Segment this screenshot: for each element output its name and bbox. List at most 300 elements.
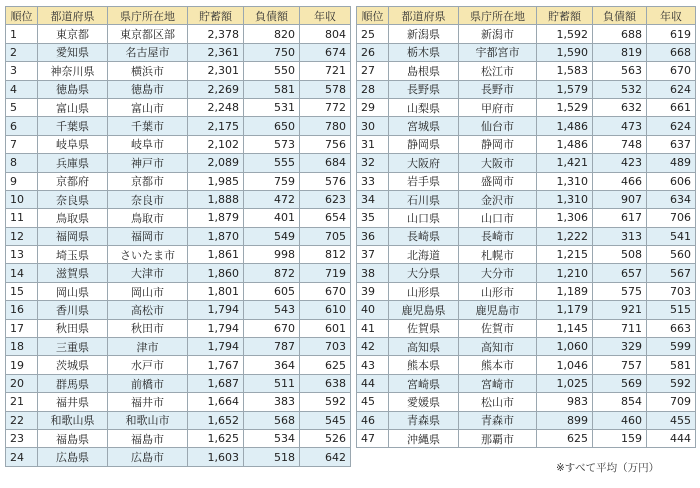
capital-cell: 福岡市 xyxy=(108,227,188,245)
capital-cell: 千葉市 xyxy=(108,117,188,135)
table-row xyxy=(6,393,351,411)
income-cell: 668 xyxy=(647,43,696,61)
income-cell: 706 xyxy=(647,209,696,227)
income-cell: 581 xyxy=(647,356,696,374)
income-cell: 756 xyxy=(300,135,351,153)
income-cell: 578 xyxy=(300,80,351,98)
savings-cell: 2,175 xyxy=(188,117,244,135)
table-row xyxy=(357,154,696,172)
header-prefecture: 都道府県 xyxy=(38,7,108,25)
debt-cell: 617 xyxy=(593,209,647,227)
rank-cell: 27 xyxy=(357,62,389,80)
prefecture-cell: 青森県 xyxy=(389,411,459,429)
income-cell: 709 xyxy=(647,393,696,411)
debt-cell: 854 xyxy=(593,393,647,411)
prefecture-cell: 群馬県 xyxy=(38,374,108,392)
rank-cell: 14 xyxy=(6,264,38,282)
rank-cell: 4 xyxy=(6,80,38,98)
capital-cell: 津市 xyxy=(108,338,188,356)
prefecture-cell: 秋田県 xyxy=(38,319,108,337)
table-row xyxy=(6,301,351,319)
income-cell: 674 xyxy=(300,43,351,61)
debt-cell: 549 xyxy=(244,227,300,245)
income-cell: 599 xyxy=(647,338,696,356)
capital-cell: 松山市 xyxy=(459,393,537,411)
debt-cell: 872 xyxy=(244,264,300,282)
table-row xyxy=(357,135,696,153)
rank-cell: 33 xyxy=(357,172,389,190)
prefecture-cell: 岐阜県 xyxy=(38,135,108,153)
income-cell: 670 xyxy=(300,282,351,300)
income-cell: 637 xyxy=(647,135,696,153)
capital-cell: 徳島市 xyxy=(108,80,188,98)
rank-cell: 44 xyxy=(357,374,389,392)
prefecture-cell: 三重県 xyxy=(38,338,108,356)
debt-cell: 313 xyxy=(593,227,647,245)
capital-cell: 盛岡市 xyxy=(459,172,537,190)
header-capital: 県庁所在地 xyxy=(459,7,537,25)
savings-cell: 899 xyxy=(537,411,593,429)
debt-cell: 907 xyxy=(593,190,647,208)
savings-cell: 1,579 xyxy=(537,80,593,98)
debt-cell: 657 xyxy=(593,264,647,282)
header-debt: 負債額 xyxy=(244,7,300,25)
income-cell: 703 xyxy=(647,282,696,300)
table-row xyxy=(357,209,696,227)
capital-cell: 静岡市 xyxy=(459,135,537,153)
rank-cell: 9 xyxy=(6,172,38,190)
capital-cell: 名古屋市 xyxy=(108,43,188,61)
footnote: ※すべて平均（万円） xyxy=(556,462,660,474)
prefecture-cell: 島根県 xyxy=(389,62,459,80)
rank-cell: 20 xyxy=(6,374,38,392)
capital-cell: 長野市 xyxy=(459,80,537,98)
prefecture-cell: 宮城県 xyxy=(389,117,459,135)
income-cell: 625 xyxy=(300,356,351,374)
income-cell: 719 xyxy=(300,264,351,282)
prefecture-cell: 和歌山県 xyxy=(38,411,108,429)
income-cell: 684 xyxy=(300,154,351,172)
savings-cell: 1,888 xyxy=(188,190,244,208)
debt-cell: 508 xyxy=(593,246,647,264)
debt-cell: 569 xyxy=(593,374,647,392)
debt-cell: 787 xyxy=(244,338,300,356)
capital-cell: 佐賀市 xyxy=(459,319,537,337)
debt-cell: 466 xyxy=(593,172,647,190)
debt-cell: 472 xyxy=(244,190,300,208)
capital-cell: 広島市 xyxy=(108,448,188,466)
savings-cell: 1,486 xyxy=(537,135,593,153)
rank-cell: 19 xyxy=(6,356,38,374)
capital-cell: 那覇市 xyxy=(459,429,537,447)
rank-cell: 34 xyxy=(357,190,389,208)
rank-cell: 11 xyxy=(6,209,38,227)
income-cell: 619 xyxy=(647,25,696,43)
table-row xyxy=(6,282,351,300)
table-row xyxy=(357,43,696,61)
savings-cell: 1,046 xyxy=(537,356,593,374)
savings-cell: 1,870 xyxy=(188,227,244,245)
debt-cell: 757 xyxy=(593,356,647,374)
rank-cell: 7 xyxy=(6,135,38,153)
header-income: 年収 xyxy=(647,7,696,25)
debt-cell: 605 xyxy=(244,282,300,300)
income-cell: 780 xyxy=(300,117,351,135)
rank-cell: 46 xyxy=(357,411,389,429)
debt-cell: 581 xyxy=(244,80,300,98)
debt-cell: 543 xyxy=(244,301,300,319)
prefecture-cell: 北海道 xyxy=(389,246,459,264)
rank-cell: 41 xyxy=(357,319,389,337)
capital-cell: 仙台市 xyxy=(459,117,537,135)
table-row xyxy=(357,227,696,245)
capital-cell: さいたま市 xyxy=(108,246,188,264)
debt-cell: 329 xyxy=(593,338,647,356)
table-row xyxy=(357,172,696,190)
rank-cell: 22 xyxy=(6,411,38,429)
income-cell: 624 xyxy=(647,80,696,98)
capital-cell: 新潟市 xyxy=(459,25,537,43)
prefecture-cell: 香川県 xyxy=(38,301,108,319)
savings-cell: 1,529 xyxy=(537,98,593,116)
table-row xyxy=(6,246,351,264)
savings-cell: 1,861 xyxy=(188,246,244,264)
debt-cell: 998 xyxy=(244,246,300,264)
table-row xyxy=(6,227,351,245)
prefecture-cell: 富山県 xyxy=(38,98,108,116)
table-row xyxy=(6,98,351,116)
savings-cell: 1,222 xyxy=(537,227,593,245)
capital-cell: 長崎市 xyxy=(459,227,537,245)
capital-cell: 札幌市 xyxy=(459,246,537,264)
income-cell: 642 xyxy=(300,448,351,466)
table-row xyxy=(6,135,351,153)
header-prefecture: 都道府県 xyxy=(389,7,459,25)
prefecture-cell: 兵庫県 xyxy=(38,154,108,172)
income-cell: 634 xyxy=(647,190,696,208)
table-row xyxy=(6,319,351,337)
table-row xyxy=(6,209,351,227)
capital-cell: 岡山市 xyxy=(108,282,188,300)
income-cell: 541 xyxy=(647,227,696,245)
prefecture-cell: 山形県 xyxy=(389,282,459,300)
debt-cell: 534 xyxy=(244,429,300,447)
table-row xyxy=(357,190,696,208)
income-cell: 610 xyxy=(300,301,351,319)
rank-cell: 12 xyxy=(6,227,38,245)
capital-cell: 和歌山市 xyxy=(108,411,188,429)
capital-cell: 前橋市 xyxy=(108,374,188,392)
savings-cell: 1,189 xyxy=(537,282,593,300)
rank-cell: 29 xyxy=(357,98,389,116)
rank-cell: 36 xyxy=(357,227,389,245)
prefecture-cell: 埼玉県 xyxy=(38,246,108,264)
debt-cell: 819 xyxy=(593,43,647,61)
savings-cell: 1,652 xyxy=(188,411,244,429)
savings-cell: 1,794 xyxy=(188,319,244,337)
debt-cell: 563 xyxy=(593,62,647,80)
capital-cell: 宇都宮市 xyxy=(459,43,537,61)
rank-cell: 28 xyxy=(357,80,389,98)
prefecture-cell: 鹿児島県 xyxy=(389,301,459,319)
debt-cell: 820 xyxy=(244,25,300,43)
savings-cell: 625 xyxy=(537,429,593,447)
income-cell: 601 xyxy=(300,319,351,337)
rank-cell: 42 xyxy=(357,338,389,356)
capital-cell: 高知市 xyxy=(459,338,537,356)
debt-cell: 555 xyxy=(244,154,300,172)
table-row xyxy=(357,319,696,337)
rank-cell: 24 xyxy=(6,448,38,466)
prefecture-cell: 大阪府 xyxy=(389,154,459,172)
debt-cell: 650 xyxy=(244,117,300,135)
capital-cell: 宮崎市 xyxy=(459,374,537,392)
savings-cell: 1,215 xyxy=(537,246,593,264)
savings-cell: 2,378 xyxy=(188,25,244,43)
table-row xyxy=(6,172,351,190)
prefecture-cell: 岩手県 xyxy=(389,172,459,190)
savings-cell: 2,269 xyxy=(188,80,244,98)
debt-cell: 364 xyxy=(244,356,300,374)
rank-cell: 25 xyxy=(357,25,389,43)
prefecture-cell: 福島県 xyxy=(38,429,108,447)
capital-cell: 松江市 xyxy=(459,62,537,80)
rank-cell: 31 xyxy=(357,135,389,153)
savings-cell: 1,583 xyxy=(537,62,593,80)
prefecture-cell: 山口県 xyxy=(389,209,459,227)
prefecture-cell: 徳島県 xyxy=(38,80,108,98)
prefecture-cell: 沖縄県 xyxy=(389,429,459,447)
prefecture-cell: 高知県 xyxy=(389,338,459,356)
capital-cell: 鳥取市 xyxy=(108,209,188,227)
savings-cell: 1,145 xyxy=(537,319,593,337)
rank-cell: 37 xyxy=(357,246,389,264)
prefecture-cell: 宮崎県 xyxy=(389,374,459,392)
debt-cell: 711 xyxy=(593,319,647,337)
debt-cell: 473 xyxy=(593,117,647,135)
table-row xyxy=(6,154,351,172)
income-cell: 576 xyxy=(300,172,351,190)
income-cell: 638 xyxy=(300,374,351,392)
ranking-table-left xyxy=(5,6,351,467)
income-cell: 772 xyxy=(300,98,351,116)
table-row xyxy=(357,117,696,135)
capital-cell: 福井市 xyxy=(108,393,188,411)
rank-cell: 47 xyxy=(357,429,389,447)
rank-cell: 38 xyxy=(357,264,389,282)
capital-cell: 大阪市 xyxy=(459,154,537,172)
savings-cell: 1,310 xyxy=(537,190,593,208)
table-row xyxy=(357,374,696,392)
prefecture-cell: 静岡県 xyxy=(389,135,459,153)
savings-cell: 1,421 xyxy=(537,154,593,172)
capital-cell: 奈良市 xyxy=(108,190,188,208)
savings-cell: 1,664 xyxy=(188,393,244,411)
prefecture-cell: 大分県 xyxy=(389,264,459,282)
rank-cell: 26 xyxy=(357,43,389,61)
savings-cell: 1,179 xyxy=(537,301,593,319)
rank-cell: 16 xyxy=(6,301,38,319)
table-row xyxy=(6,338,351,356)
rank-cell: 35 xyxy=(357,209,389,227)
rank-cell: 5 xyxy=(6,98,38,116)
savings-cell: 1,025 xyxy=(537,374,593,392)
rank-cell: 21 xyxy=(6,393,38,411)
capital-cell: 水戸市 xyxy=(108,356,188,374)
table-row xyxy=(6,448,351,466)
debt-cell: 575 xyxy=(593,282,647,300)
income-cell: 670 xyxy=(647,62,696,80)
savings-cell: 1,310 xyxy=(537,172,593,190)
rank-cell: 13 xyxy=(6,246,38,264)
table-row xyxy=(357,429,696,447)
capital-cell: 富山市 xyxy=(108,98,188,116)
debt-cell: 921 xyxy=(593,301,647,319)
rank-cell: 39 xyxy=(357,282,389,300)
savings-cell: 2,089 xyxy=(188,154,244,172)
income-cell: 515 xyxy=(647,301,696,319)
income-cell: 663 xyxy=(647,319,696,337)
debt-cell: 688 xyxy=(593,25,647,43)
prefecture-cell: 石川県 xyxy=(389,190,459,208)
income-cell: 592 xyxy=(300,393,351,411)
savings-cell: 1,860 xyxy=(188,264,244,282)
capital-cell: 神戸市 xyxy=(108,154,188,172)
savings-cell: 1,794 xyxy=(188,301,244,319)
debt-cell: 748 xyxy=(593,135,647,153)
income-cell: 560 xyxy=(647,246,696,264)
income-cell: 526 xyxy=(300,429,351,447)
income-cell: 721 xyxy=(300,62,351,80)
prefecture-cell: 神奈川県 xyxy=(38,62,108,80)
prefecture-cell: 新潟県 xyxy=(389,25,459,43)
prefecture-cell: 栃木県 xyxy=(389,43,459,61)
ranking-table-right xyxy=(356,6,696,448)
rank-cell: 45 xyxy=(357,393,389,411)
capital-cell: 青森市 xyxy=(459,411,537,429)
header-rank: 順位 xyxy=(357,7,389,25)
income-cell: 455 xyxy=(647,411,696,429)
savings-cell: 1,879 xyxy=(188,209,244,227)
prefecture-cell: 奈良県 xyxy=(38,190,108,208)
header-row xyxy=(6,7,351,25)
prefecture-cell: 長野県 xyxy=(389,80,459,98)
debt-cell: 383 xyxy=(244,393,300,411)
capital-cell: 大津市 xyxy=(108,264,188,282)
debt-cell: 532 xyxy=(593,80,647,98)
capital-cell: 鹿児島市 xyxy=(459,301,537,319)
prefecture-cell: 福井県 xyxy=(38,393,108,411)
debt-cell: 759 xyxy=(244,172,300,190)
rank-cell: 32 xyxy=(357,154,389,172)
debt-cell: 460 xyxy=(593,411,647,429)
capital-cell: 高松市 xyxy=(108,301,188,319)
table-row xyxy=(357,98,696,116)
income-cell: 661 xyxy=(647,98,696,116)
prefecture-cell: 長崎県 xyxy=(389,227,459,245)
income-cell: 654 xyxy=(300,209,351,227)
savings-cell: 983 xyxy=(537,393,593,411)
prefecture-cell: 山梨県 xyxy=(389,98,459,116)
savings-cell: 2,361 xyxy=(188,43,244,61)
debt-cell: 573 xyxy=(244,135,300,153)
prefecture-cell: 東京都 xyxy=(38,25,108,43)
income-cell: 804 xyxy=(300,25,351,43)
table-row xyxy=(357,264,696,282)
income-cell: 705 xyxy=(300,227,351,245)
header-debt: 負債額 xyxy=(593,7,647,25)
debt-cell: 511 xyxy=(244,374,300,392)
prefecture-cell: 佐賀県 xyxy=(389,319,459,337)
capital-cell: 金沢市 xyxy=(459,190,537,208)
savings-cell: 1,486 xyxy=(537,117,593,135)
table-row xyxy=(6,411,351,429)
prefecture-cell: 京都府 xyxy=(38,172,108,190)
rank-cell: 1 xyxy=(6,25,38,43)
capital-cell: 横浜市 xyxy=(108,62,188,80)
capital-cell: 京都市 xyxy=(108,172,188,190)
savings-cell: 2,248 xyxy=(188,98,244,116)
rank-cell: 2 xyxy=(6,43,38,61)
savings-cell: 1,592 xyxy=(537,25,593,43)
prefecture-cell: 鳥取県 xyxy=(38,209,108,227)
savings-cell: 1,794 xyxy=(188,338,244,356)
table-row xyxy=(357,246,696,264)
income-cell: 567 xyxy=(647,264,696,282)
table-row xyxy=(6,117,351,135)
header-capital: 県庁所在地 xyxy=(108,7,188,25)
header-row xyxy=(357,7,696,25)
debt-cell: 531 xyxy=(244,98,300,116)
debt-cell: 568 xyxy=(244,411,300,429)
rank-cell: 10 xyxy=(6,190,38,208)
income-cell: 703 xyxy=(300,338,351,356)
prefecture-cell: 滋賀県 xyxy=(38,264,108,282)
table-row xyxy=(6,190,351,208)
prefecture-cell: 福岡県 xyxy=(38,227,108,245)
capital-cell: 東京都区部 xyxy=(108,25,188,43)
savings-cell: 1,306 xyxy=(537,209,593,227)
header-savings: 貯蓄額 xyxy=(537,7,593,25)
savings-cell: 1,767 xyxy=(188,356,244,374)
table-row xyxy=(6,374,351,392)
rank-cell: 15 xyxy=(6,282,38,300)
income-cell: 444 xyxy=(647,429,696,447)
table-row xyxy=(6,80,351,98)
table-row xyxy=(357,282,696,300)
table-row xyxy=(6,429,351,447)
savings-cell: 1,210 xyxy=(537,264,593,282)
rank-cell: 40 xyxy=(357,301,389,319)
income-cell: 545 xyxy=(300,411,351,429)
income-cell: 623 xyxy=(300,190,351,208)
savings-cell: 1,060 xyxy=(537,338,593,356)
income-cell: 606 xyxy=(647,172,696,190)
table-row xyxy=(357,356,696,374)
rank-cell: 17 xyxy=(6,319,38,337)
debt-cell: 750 xyxy=(244,43,300,61)
savings-cell: 1,625 xyxy=(188,429,244,447)
table-row xyxy=(357,62,696,80)
income-cell: 489 xyxy=(647,154,696,172)
capital-cell: 岐阜市 xyxy=(108,135,188,153)
capital-cell: 甲府市 xyxy=(459,98,537,116)
income-cell: 812 xyxy=(300,246,351,264)
rank-cell: 30 xyxy=(357,117,389,135)
header-savings: 貯蓄額 xyxy=(188,7,244,25)
debt-cell: 423 xyxy=(593,154,647,172)
prefecture-cell: 岡山県 xyxy=(38,282,108,300)
